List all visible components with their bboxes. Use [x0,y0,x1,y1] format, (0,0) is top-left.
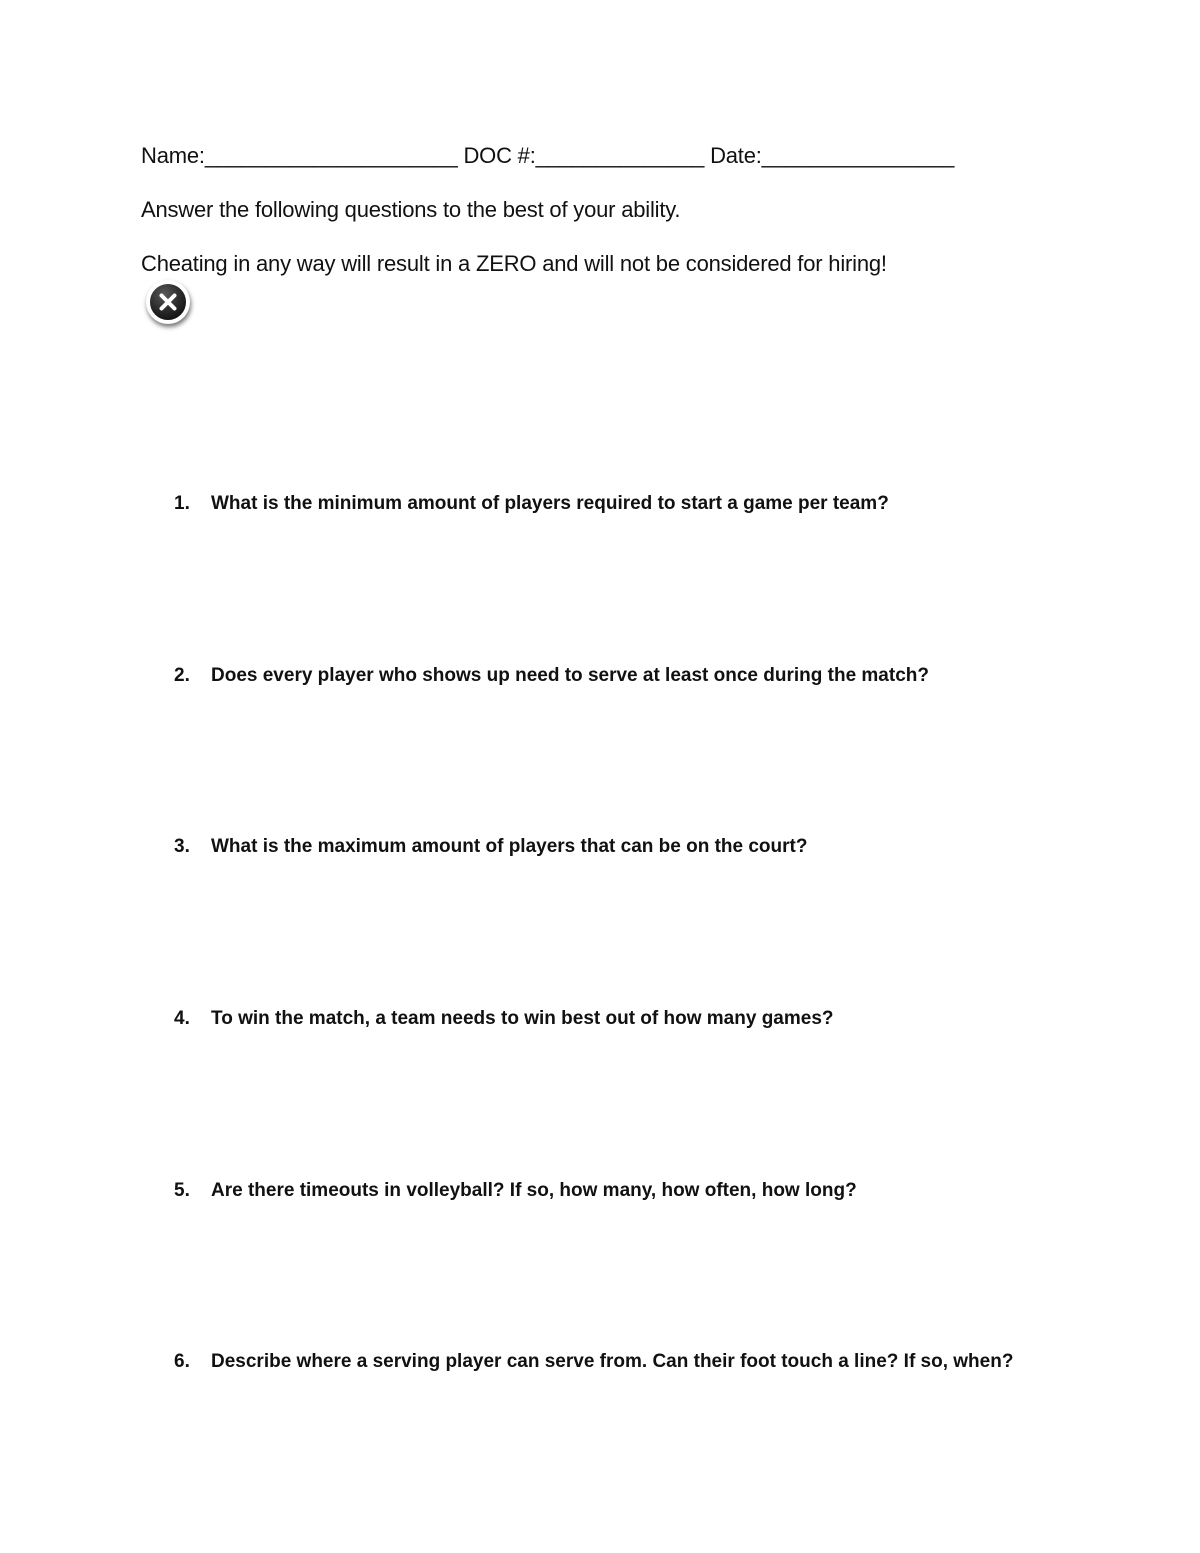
question-1 [174,492,1024,516]
header-fields [141,143,954,169]
question-text: What is the maximum amount of players that can be on the court? [211,836,808,857]
instruction-text: Answer the following questions to the best of your ability. [141,197,681,222]
question-number: 5. [174,1180,190,1201]
question-6 [174,1350,1024,1374]
question-number: 4. [174,1008,190,1029]
date-blank[interactable]: ________________ [761,143,955,168]
question-3 [174,835,1024,859]
question-text: Describe where a serving player can serve from. Can their foot touch a line? If so, when? [211,1351,1014,1372]
question-2 [174,664,1024,688]
question-number: 1. [174,493,190,514]
name-label: Name: [141,143,205,168]
doc-label: DOC #: [463,143,536,168]
question-number: 2. [174,665,190,686]
date-label: Date: [710,143,762,168]
close-button[interactable] [146,280,190,324]
question-text: Are there timeouts in volleyball? If so, how many, how often, how long? [211,1180,857,1201]
name-blank[interactable]: _____________________ [204,143,458,168]
question-text: What is the minimum amount of players required to start a game per team? [211,493,889,514]
question-number: 6. [174,1351,190,1372]
question-text: Does every player who shows up need to serve at least once during the match? [211,665,929,686]
question-text: To win the match, a team needs to win best out of how many games? [211,1008,834,1029]
doc-blank[interactable]: ______________ [535,143,705,168]
question-5 [174,1179,1024,1203]
close-icon [146,280,190,324]
warning-text: Cheating in any way will result in a ZERO and will not be considered for hiring! [141,251,887,276]
question-4 [174,1007,1024,1031]
question-number: 3. [174,836,190,857]
